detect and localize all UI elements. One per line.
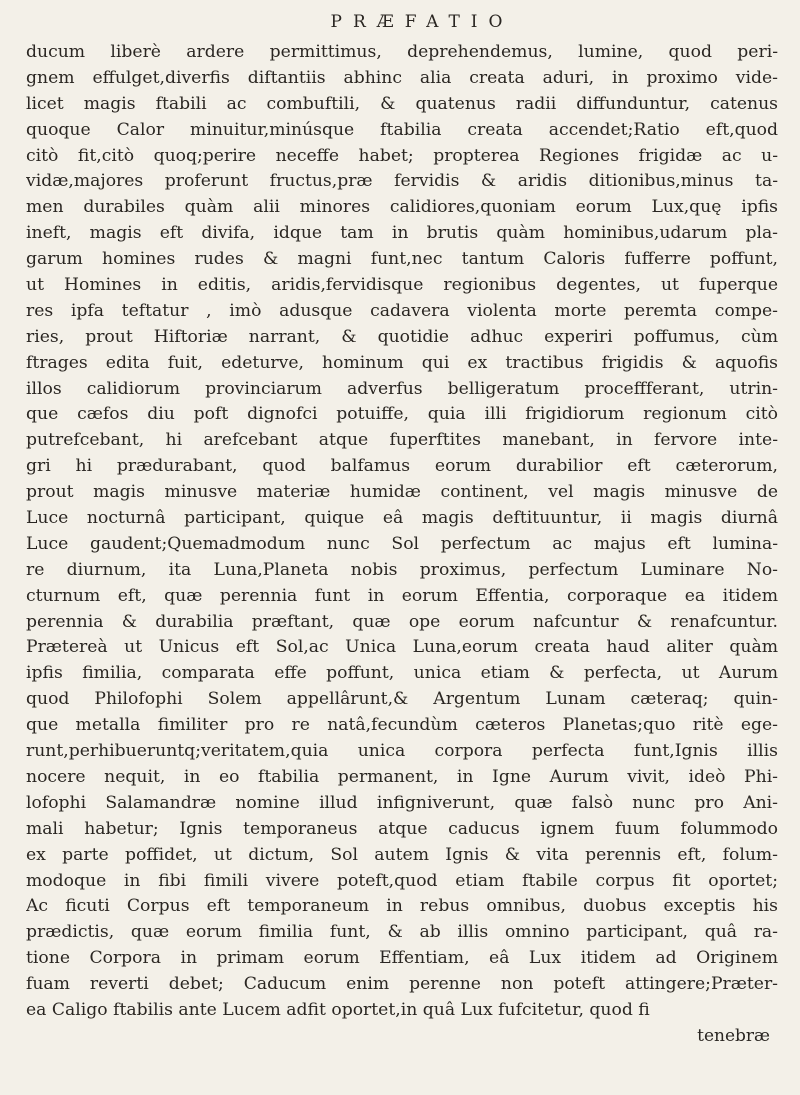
- text-line: prædictis, quæ eorum fimilia funt, & ab illis omnino participant, quâ ra-: [26, 922, 778, 943]
- text-line: Luce nocturnâ participant, quique eâ magis deftituuntur, ii magis diurnâ: [26, 508, 778, 529]
- text-line: ipfis fimilia, comparata effe poffunt, unica etiam & perfecta, ut Aurum: [26, 663, 778, 684]
- text-line: vidæ,majores proferunt fructus,præ fervidis & aridis ditionibus,minus ta-: [26, 171, 778, 192]
- text-line: que cæfos diu poft dignofci potuiffe, quia illi frigidiorum regionum citò: [26, 404, 778, 425]
- text-line: putrefcebant, hi arefcebant atque fuperftites manebant, in fervore inte-: [26, 430, 778, 451]
- text-line: men durabiles quàm alii minores calidiores,quoniam eorum Lux,quę ipfis: [26, 197, 778, 218]
- text-line: licet magis ftabili ac combuftili, & quatenus radii diffunduntur, catenus: [26, 93, 778, 114]
- text-line: tione Corpora in primam eorum Effentiam, eâ Lux itidem ad Originem: [26, 948, 778, 969]
- text-line: gri hi prædurabant, quod balfamus eorum durabilior eft cæterorum,: [26, 456, 778, 477]
- text-line: runt,perhibueruntq;veritatem,quia unica corpora perfecta funt,Ignis illis: [26, 741, 778, 762]
- text-line: prout magis minusve materiæ humidæ continent, vel magis minusve de: [26, 482, 778, 503]
- text-line: mali habetur; Ignis temporaneus atque caducus ignem fuum folummodo: [26, 818, 778, 839]
- text-line: perennia & durabilia præftant, quæ ope eorum nafcuntur & renafcuntur.: [26, 611, 778, 632]
- body-text: [26, 40, 778, 1024]
- text-line: Luce gaudent;Quemadmodum nunc Sol perfectum ac majus eft lumina-: [26, 533, 778, 554]
- text-line: re diurnum, ita Luna,Planeta nobis proximus, perfectum Luminare No-: [26, 559, 778, 580]
- text-line: res ipfa teftatur , imò adusque cadavera violenta morte peremta compe-: [26, 300, 778, 321]
- text-line: que metalla fimiliter pro re natâ,fecundùm cæteros Planetas;quo ritè ege-: [26, 715, 778, 736]
- text-line: Ac ficuti Corpus eft temporaneum in rebus omnibus, duobus exceptis his: [26, 896, 778, 917]
- text-line: lofophi Salamandræ nomine illud infigniverunt, quæ falsò nunc pro Ani-: [26, 792, 778, 813]
- text-line: ftrages edita fuit, edeturve, hominum qui ex tractibus frigidis & aquofis: [26, 352, 778, 373]
- text-line: ineft, magis eft divifa, idque tam in brutis quàm hominibus,udarum pla-: [26, 223, 778, 244]
- text-line: Prætereà ut Unicus eft Sol,ac Unica Luna,eorum creata haud aliter quàm: [26, 637, 778, 658]
- text-line: modoque in fibi fimili vivere poteft,quod etiam ftabile corpus fit oportet;: [26, 870, 778, 891]
- text-line: nocere nequit, in eo ftabilia permanent, in Igne Aurum vivit, ideò Phi-: [26, 766, 778, 787]
- text-line: ut Homines in editis, aridis,fervidisque regionibus degentes, ut fuperque: [26, 275, 778, 296]
- running-head: PRÆFATIO: [330, 12, 514, 32]
- text-line: fuam reverti debet; Caducum enim perenne non poteft attingere;Præter-: [26, 974, 778, 995]
- text-line: ries, prout Hiftoriæ narrant, & quotidie adhuc experiri poffumus, cùm: [26, 326, 778, 347]
- text-line: quoque Calor minuitur,minúsque ftabilia creata accendet;Ratio eft,quod: [26, 119, 778, 140]
- catchword: tenebræ: [697, 1025, 770, 1046]
- text-line: gnem effulget,diverfis diftantiis abhinc alia creata aduri, in proximo vide-: [26, 67, 778, 88]
- text-line: ex parte poffidet, ut dictum, Sol autem Ignis & vita perennis eft, folum-: [26, 844, 778, 865]
- text-line: citò fit,citò quoq;perire neceffe habet; propterea Regiones frigidæ ac u-: [26, 145, 778, 166]
- text-line: garum homines rudes & magni funt,nec tantum Caloris fufferre poffunt,: [26, 249, 778, 270]
- text-line: illos calidiorum provinciarum adverfus belligeratum proceffferant, utrin-: [26, 378, 778, 399]
- text-line: ea Caligo ftabilis ante Lucem adfit oportet,in quâ Lux fufcitetur, quod fi: [26, 999, 650, 1020]
- text-line: quod Philofophi Solem appellârunt,& Argentum Lunam cæteraq; quin-: [26, 689, 778, 710]
- text-line: ducum liberè ardere permittimus, deprehendemus, lumine, quod peri-: [26, 42, 778, 62]
- text-line: cturnum eft, quæ perennia funt in eorum Effentia, corporaque ea itidem: [26, 585, 778, 606]
